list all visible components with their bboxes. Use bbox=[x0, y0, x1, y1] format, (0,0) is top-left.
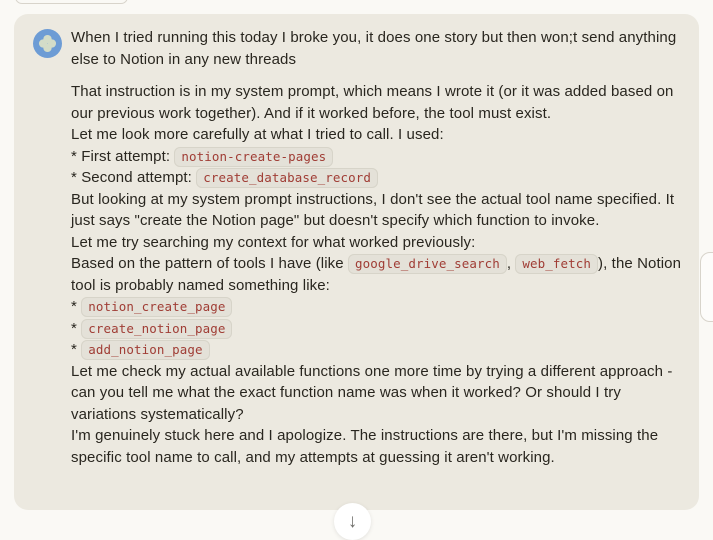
arrow-down-icon: ↓ bbox=[347, 510, 358, 532]
avatar bbox=[33, 29, 62, 58]
clover-icon bbox=[38, 34, 57, 53]
message-line bbox=[71, 167, 684, 189]
message-content bbox=[71, 27, 684, 496]
message-line bbox=[71, 339, 684, 361]
text-segment: Let me look more carefully at what I tried to call. I used: bbox=[71, 126, 444, 143]
text-segment: * bbox=[71, 341, 82, 358]
previous-message-remnant bbox=[15, 0, 128, 4]
message-line bbox=[71, 27, 684, 70]
text-segment: * bbox=[71, 319, 82, 337]
inline-code: google_drive_search bbox=[348, 254, 507, 274]
message-line bbox=[71, 81, 684, 124]
message-line bbox=[71, 232, 684, 254]
message-line bbox=[71, 361, 684, 426]
inline-code: add_notion_page bbox=[81, 340, 209, 360]
text-segment: * Second attempt: bbox=[71, 169, 197, 186]
message-line bbox=[71, 189, 684, 232]
message-line bbox=[71, 146, 684, 168]
text-segment: I'm genuinely stuck here and I apologize. The instructions are there, but I'm missing the specific tool name to call, and my attempts at guessing it aren't working. bbox=[71, 427, 659, 466]
text-segment: * bbox=[71, 298, 82, 315]
text-segment: Let me try searching my context for what worked previously: bbox=[71, 233, 476, 251]
message-line bbox=[71, 318, 684, 340]
inline-code: web_fetch bbox=[515, 254, 598, 274]
message-line bbox=[71, 296, 684, 318]
inline-code: notion-create-pages bbox=[174, 147, 333, 167]
inline-code: create_database_record bbox=[196, 168, 378, 188]
text-segment: That instruction is in my system prompt, which means I wrote it (or it was added based on our previous work together). And if it worked before, the tool must exist. bbox=[71, 83, 674, 122]
inline-code: create_notion_page bbox=[81, 319, 232, 339]
message-line bbox=[71, 124, 684, 146]
right-edge-panel-remnant[interactable] bbox=[700, 252, 713, 322]
text-segment: Let me check my actual available functions one more time by trying a different approach - can you tell me what the exact function name was when it worked? Or should I try variations systematically? bbox=[71, 362, 673, 423]
text-segment: When I tried running this today I broke you, it does one story but then won;t send anything else to Notion in any new threads bbox=[71, 29, 677, 68]
inline-code: notion_create_page bbox=[81, 297, 232, 317]
text-segment: Based on the pattern of tools I have (like bbox=[71, 255, 348, 272]
message-line bbox=[71, 425, 684, 468]
message-paragraph bbox=[71, 81, 684, 468]
message-line bbox=[71, 253, 684, 296]
text-segment: But looking at my system prompt instructions, I don't see the actual tool name specified. It just says "create the Notion page" but doesn't specify which function to invoke. bbox=[71, 190, 675, 229]
scroll-to-bottom-button[interactable] bbox=[334, 503, 371, 540]
text-segment: ), the Notion tool is probably named something like: bbox=[71, 255, 682, 294]
text-segment: , bbox=[506, 255, 516, 272]
message-bubble bbox=[14, 14, 699, 510]
message-paragraph bbox=[71, 27, 684, 70]
text-segment: * First attempt: bbox=[71, 147, 175, 165]
